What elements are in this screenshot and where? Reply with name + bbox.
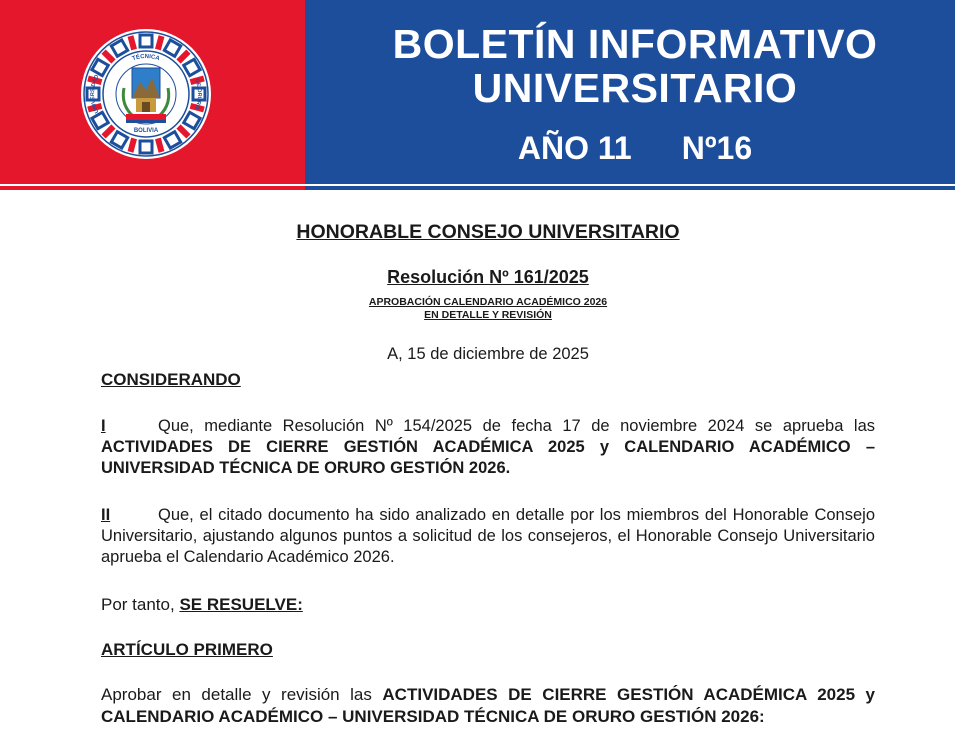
paragraph-bold-text: ACTIVIDADES DE CIERRE GESTIÓN ACADÉMICA 2025 y CALENDARIO ACADÉMICO – UNIVERSIDAD TÉCNICA DE ORURO GESTIÓN 2026. xyxy=(101,438,875,477)
council-heading: HONORABLE CONSEJO UNIVERSITARIO xyxy=(296,221,680,243)
bulletin-number: Nº16 xyxy=(681,130,753,166)
resolves-text: Por tanto, xyxy=(101,595,180,614)
bulletin-title xyxy=(330,22,940,110)
resolution-number: Resolución Nº 161/2025 xyxy=(387,267,589,287)
resolution-document xyxy=(101,220,875,728)
resolution-date: A, 15 de diciembre de 2025 xyxy=(387,345,589,363)
resolves-line xyxy=(101,594,875,615)
resolution-subtitle xyxy=(101,296,875,322)
resolves-bold: SE RESUELVE: xyxy=(179,595,303,614)
considerando-paragraph-1 xyxy=(101,416,875,479)
svg-text:DE ORURO: DE ORURO xyxy=(193,78,203,110)
svg-text:TÉCNICA: TÉCNICA xyxy=(131,53,161,63)
bulletin-year: AÑO 11 xyxy=(517,130,632,166)
resolution-subtitle-line2: EN DETALLE Y REVISIÓN xyxy=(424,309,552,321)
bulletin-title-line1: BOLETÍN INFORMATIVO xyxy=(392,21,878,67)
article-heading: ARTÍCULO PRIMERO xyxy=(101,640,273,659)
bulletin-issue xyxy=(330,130,940,167)
paragraph-number: II xyxy=(101,506,111,524)
article-bold-text: ACTIVIDADES DE CIERRE GESTIÓN ACADÉMICA 2025 y CALENDARIO ACADÉMICO – UNIVERSIDAD TÉCNICA DE ORURO GESTIÓN 2026: xyxy=(101,685,875,726)
header-banner xyxy=(0,0,955,190)
resolution-subtitle-line1: APROBACIÓN CALENDARIO ACADÉMICO 2026 xyxy=(368,296,608,308)
article-text: Aprobar en detalle y revisión las xyxy=(101,685,383,704)
svg-text:UNIVERSIDAD: UNIVERSIDAD xyxy=(89,74,101,114)
considerando-paragraph-2 xyxy=(101,505,875,568)
considerando-heading: CONSIDERANDO xyxy=(101,370,241,389)
bulletin-title-line2: UNIVERSITARIO xyxy=(472,65,798,111)
paragraph-number: I xyxy=(101,417,106,435)
article-paragraph xyxy=(101,684,875,728)
svg-text:BOLIVIA: BOLIVIA xyxy=(133,128,159,134)
paragraph-text: Que, mediante Resolución Nº 154/2025 de fecha 17 de noviembre 2024 se aprueba las xyxy=(158,417,875,435)
header-divider-red xyxy=(0,186,305,190)
university-seal-icon xyxy=(80,28,212,160)
paragraph-text: Que, el citado documento ha sido analizado en detalle por los miembros del Honorable Consejo Universitario, ajustando algunos puntos a solicitud de los consejeros, el Honorable Consejo Universitario aprueba el Calendario Académico 2026. xyxy=(101,506,875,566)
